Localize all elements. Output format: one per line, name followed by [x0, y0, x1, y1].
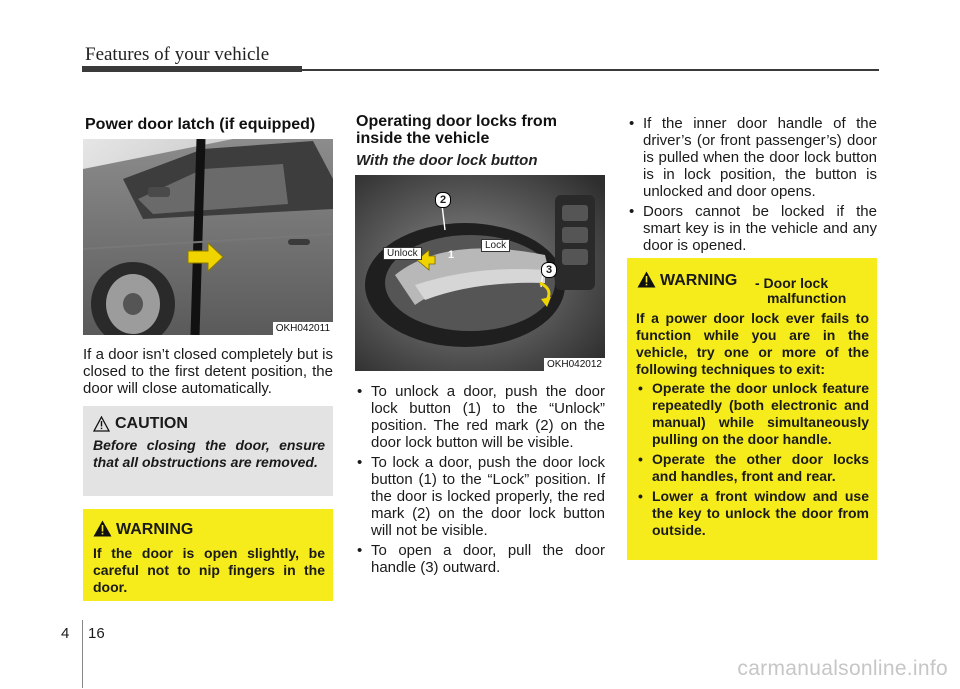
- warning-triangle-icon: [637, 271, 656, 288]
- warning-subtitle-line1: - Door lock: [755, 275, 829, 291]
- list-item: • To open a door, pull the door handle (3) outward.: [355, 542, 605, 576]
- callout-1-label: 1: [448, 249, 455, 261]
- unlock-label: Unlock: [383, 247, 422, 260]
- header-rule-thin: [82, 69, 879, 71]
- list-item: • To lock a door, push the door lock button (1) to the “Lock” position. If the door is locked properly, the red mark (2) on the door lock button will not be visible.: [355, 454, 605, 539]
- watermark: carmanualsonline.info: [737, 657, 948, 680]
- page-number-divider: [82, 620, 83, 688]
- list-item: • Operate the door unlock feature repeatedly (both electronic and manual) while simultaneously pulling on the door handle.: [636, 380, 869, 448]
- warning-text-left: If the door is open slightly, be careful not to nip fingers in the door.: [93, 545, 325, 595]
- door-locks-heading-line1: Operating door locks from: [356, 113, 557, 130]
- list-item: • Doors cannot be locked if the smart key is in the vehicle and any door is opened.: [627, 203, 877, 254]
- power-door-latch-body: If a door isn’t closed completely but is closed to the first detent position, the door will close automatically.: [83, 346, 333, 397]
- car-door-illustration: [83, 139, 333, 335]
- warning-box-left: [83, 509, 333, 601]
- caution-title: CAUTION: [115, 415, 188, 432]
- warning-intro-right: If a power door lock ever fails to function while you are in the vehicle, try one or more of the following techniques to exit:: [636, 310, 869, 377]
- warning-triangle-icon: [93, 520, 112, 537]
- door-lock-button-subheading: With the door lock button: [356, 152, 538, 169]
- lock-label: Lock: [481, 239, 510, 252]
- page-number: 16: [88, 625, 105, 642]
- caution-triangle-icon: [93, 416, 110, 432]
- door-lock-photo: [355, 175, 605, 371]
- callout-2-badge: 2: [435, 192, 451, 208]
- list-item: • Lower a front window and use the key to unlock the door from outside.: [636, 488, 869, 539]
- callout-3-badge: 3: [541, 262, 557, 278]
- list-item: • Operate the other door locks and handles, front and rear.: [636, 451, 869, 485]
- photo-code-left: OKH042011: [273, 322, 333, 335]
- warning-techniques-list: [636, 380, 869, 542]
- door-handle-bullet-list: [627, 115, 877, 257]
- door-locks-bullet-list: [355, 383, 605, 579]
- photo-code-middle: OKH042012: [544, 358, 605, 371]
- warning-title-left: WARNING: [116, 521, 194, 538]
- warning-subtitle-line2: malfunction: [767, 290, 847, 306]
- power-door-latch-heading: Power door latch (if equipped): [85, 116, 316, 133]
- page-header-title: Features of your vehicle: [85, 44, 270, 65]
- warning-title-right: WARNING: [660, 272, 738, 289]
- door-locks-heading-line2: inside the vehicle: [356, 130, 490, 147]
- door-lock-illustration: [355, 175, 605, 371]
- car-door-photo: [83, 139, 333, 335]
- list-item: • To unlock a door, push the door lock button (1) to the “Unlock” position. The red mark (2) on the door lock button will be visible.: [355, 383, 605, 451]
- list-item: • If the inner door handle of the driver’s (or front passenger’s) door is pulled when the door lock button is in lock position, the button is unlocked and door opens.: [627, 115, 877, 200]
- caution-box: [83, 406, 333, 496]
- section-number: 4: [61, 625, 70, 642]
- caution-text: Before closing the door, ensure that all obstructions are removed.: [93, 437, 325, 470]
- warning-box-right: [627, 258, 877, 560]
